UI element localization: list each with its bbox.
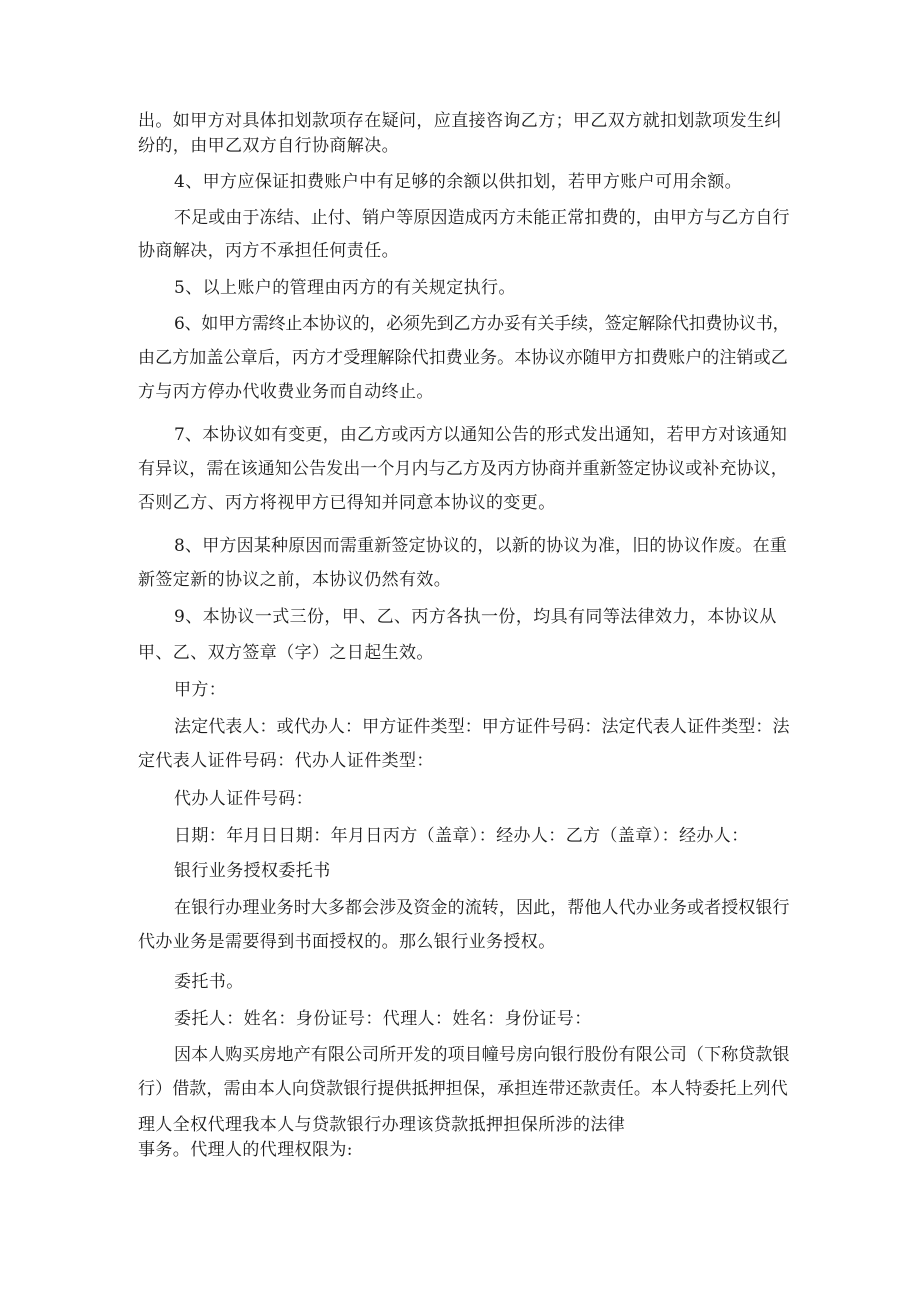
text-line: 8、甲方因某种原因而需重新签定协议的，以新的协议为准，旧的协议作废。在重 (174, 536, 788, 556)
text-line: 方与丙方停办代收费业务而自动终止。 (138, 382, 434, 402)
text-line: 委托人：姓名：身份证号：代理人：姓名：身份证号： (174, 1009, 592, 1029)
text-line: 日期：年月日日期：年月日丙方（盖章）：经办人：乙方（盖章）：经办人： (174, 826, 749, 846)
text-line: 事务。代理人的代理权限为: (138, 1140, 353, 1160)
text-line: 协商解决，丙方不承担任何责任。 (138, 241, 399, 261)
text-line: 委托书。 (174, 972, 244, 992)
text-line: 行）借款，需由本人向贷款银行提供抵押担保，承担连带还款责任。本人特委托上列代 (138, 1079, 788, 1099)
text-line: 理人全权代理我本人与贷款银行办理该贷款抵押担保所涉的法律 (138, 1115, 626, 1135)
text-line: 甲方： (174, 680, 227, 700)
text-line: 代办人证件号码： (174, 789, 314, 809)
text-line: 新签定新的协议之前，本协议仍然有效。 (138, 570, 452, 590)
text-line: 4、甲方应保证扣费账户中有足够的余额以供扣划，若甲方账户可用余额。 (174, 172, 743, 192)
text-line: 不足或由于冻结、止付、销户等原因造成丙方未能正常扣费的，由甲方与乙方自行 (174, 208, 790, 228)
text-line: 9、本协议一式三份，甲、乙、丙方各执一份，均具有同等法律效力，本协议从 (174, 607, 777, 627)
text-line: 否则乙方、丙方将视甲方已得知并同意本协议的变更。 (138, 493, 556, 513)
text-line: 代办业务是需要得到书面授权的。那么银行业务授权。 (138, 932, 556, 952)
text-line: 有异议，需在该通知公告发出一个月内与乙方及丙方协商并重新签定协议或补充协议， (138, 459, 788, 479)
text-line: 出。如甲方对具体扣划款项存在疑问，应直接咨询乙方；甲乙双方就扣划款项发生纠 (138, 111, 782, 131)
text-line: 7、本协议如有变更，由乙方或丙方以通知公告的形式发出通知，若甲方对该通知 (174, 425, 788, 445)
text-line: 在银行办理业务时大多都会涉及资金的流转，因此，帮他人代办业务或者授权银行 (174, 898, 790, 918)
text-line: 5、以上账户的管理由丙方的有关规定执行。 (174, 278, 516, 298)
text-line: 甲、乙、双方签章（字）之日起生效。 (138, 643, 434, 663)
text-line: 纷的，由甲乙双方自行协商解决。 (138, 136, 399, 156)
text-line: 由乙方加盖公章后，丙方才受理解除代扣费业务。本协议亦随甲方扣费账户的注销或乙 (138, 348, 788, 368)
text-line: 银行业务授权委托书 (174, 861, 331, 881)
text-line: 因本人购买房地产有限公司所开发的项目幢号房向银行股份有限公司（下称贷款银 (174, 1045, 790, 1065)
text-line: 6、如甲方需终止本协议的，必须先到乙方办妥有关手续，签定解除代扣费协议书， (174, 314, 790, 334)
text-line: 法定代表人：或代办人：甲方证件类型：甲方证件号码：法定代表人证件类型：法 (174, 717, 790, 737)
text-line: 定代表人证件号码：代办人证件类型： (138, 751, 434, 771)
